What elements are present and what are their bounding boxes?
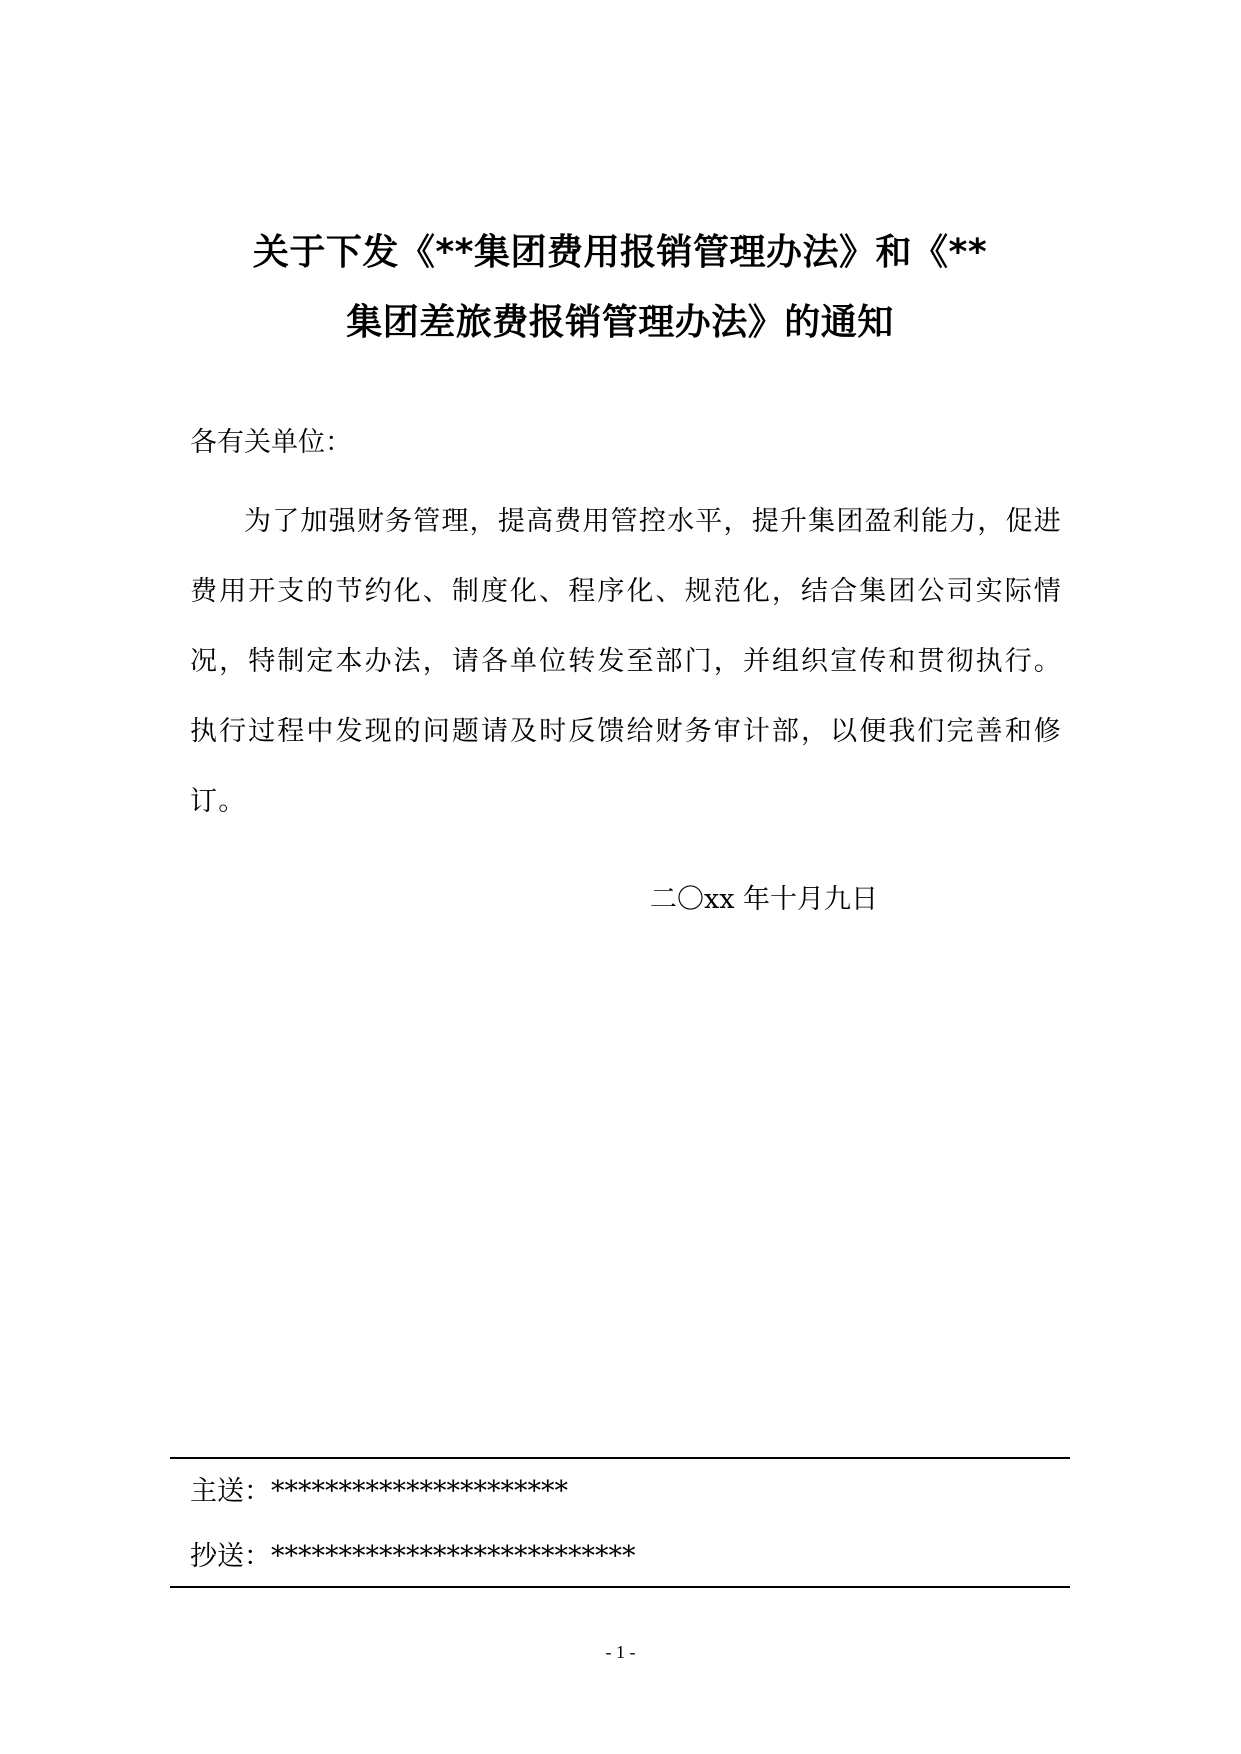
body-paragraph: 为了加强财务管理，提高费用管控水平，提升集团盈利能力，促进费用开支的节约化、制度化、程序化、规范化，结合集团公司实际情况，特制定本办法，请各单位转发至部门，并组织宣传和贯彻执行。执行过程中发现的问题请及时反馈给财务审计部，以便我们完善和修订。 xyxy=(190,506,1062,817)
title-line-1: 关于下发《**集团费用报销管理办法》和《** xyxy=(252,232,988,273)
cc-recipient: 抄送：*************************** xyxy=(190,1541,636,1572)
divider-bottom xyxy=(170,1586,1070,1588)
document-title xyxy=(170,218,1070,358)
divider-top xyxy=(170,1457,1070,1459)
title-line-2: 集团差旅费报销管理办法》的通知 xyxy=(346,302,894,343)
main-recipient: 主送：********************** xyxy=(190,1476,568,1507)
salutation: 各有关单位： xyxy=(190,427,352,458)
issue-date: 二〇xx 年十月九日 xyxy=(650,884,879,915)
page-number: - 1 - xyxy=(605,1642,636,1662)
